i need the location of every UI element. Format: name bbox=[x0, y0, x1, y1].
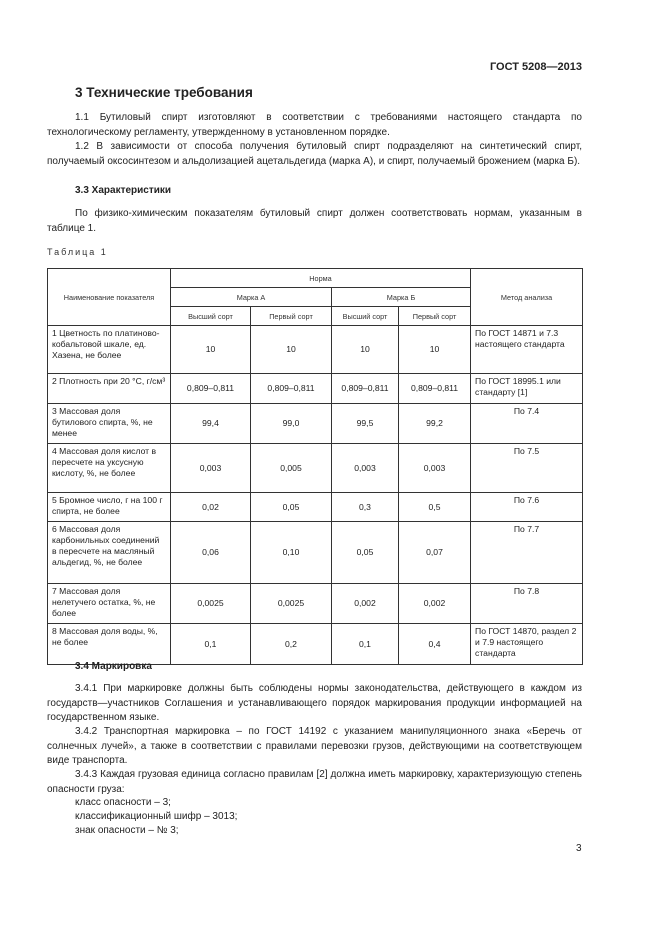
cell-name: 3 Массовая доля бутилового спирта, %, не менее bbox=[48, 404, 171, 444]
cell-b1: 99,5 bbox=[332, 404, 399, 444]
header-method: Метод анализа bbox=[471, 269, 583, 326]
cell-a2: 10 bbox=[251, 326, 332, 374]
cell-a1: 0,02 bbox=[171, 493, 251, 522]
cell-a1: 0,1 bbox=[171, 624, 251, 665]
cell-a2: 0,0025 bbox=[251, 584, 332, 624]
cell-b1: 0,1 bbox=[332, 624, 399, 665]
cell-a2: 0,005 bbox=[251, 444, 332, 493]
cell-b2: 0,5 bbox=[399, 493, 471, 522]
cell-b2: 0,809–0,811 bbox=[399, 374, 471, 404]
cell-a2: 0,10 bbox=[251, 522, 332, 584]
cell-a1: 0,809–0,811 bbox=[171, 374, 251, 404]
header-mark-a: Марка А bbox=[171, 288, 332, 307]
cell-b1: 0,809–0,811 bbox=[332, 374, 399, 404]
cell-b1: 0,3 bbox=[332, 493, 399, 522]
document-id: ГОСТ 5208—2013 bbox=[489, 61, 582, 73]
table-row bbox=[48, 522, 583, 584]
cell-method: По 7.4 bbox=[471, 404, 583, 444]
cell-a1: 10 bbox=[171, 326, 251, 374]
cell-a2: 0,05 bbox=[251, 493, 332, 522]
paragraph-3-4-1: 3.4.1 При маркировке должны быть соблюдены нормы законодательства, действующего в каждом из государств—участников Соглашения и устанавливающего порядок маркирования продукции информацией на государственном языке. bbox=[47, 683, 582, 723]
section-title: 3 Технические требования bbox=[75, 85, 253, 100]
header-name: Наименование показателя bbox=[48, 269, 171, 326]
list-item: знак опасности – № 3; bbox=[75, 825, 179, 836]
cell-name: 2 Плотность при 20 °С, г/см³ bbox=[48, 374, 171, 404]
specifications-table bbox=[47, 268, 583, 665]
header-norm: Норма bbox=[171, 269, 471, 288]
cell-b2: 0,003 bbox=[399, 444, 471, 493]
cell-method: По 7.7 bbox=[471, 522, 583, 584]
table-row bbox=[48, 374, 583, 404]
table-row bbox=[48, 624, 583, 665]
table-row bbox=[48, 493, 583, 522]
cell-b2: 0,07 bbox=[399, 522, 471, 584]
table-caption: Таблица 1 bbox=[47, 247, 108, 257]
header-a-top: Высший сорт bbox=[171, 307, 251, 326]
cell-a1: 0,003 bbox=[171, 444, 251, 493]
header-b-top: Высший сорт bbox=[332, 307, 399, 326]
cell-method: По 7.8 bbox=[471, 584, 583, 624]
cell-b1: 0,002 bbox=[332, 584, 399, 624]
cell-a2: 99,0 bbox=[251, 404, 332, 444]
list-item: классификационный шифр – 3013; bbox=[75, 811, 238, 822]
cell-method: По 7.5 bbox=[471, 444, 583, 493]
cell-name: 1 Цветность по платиново-кобальтовой шкале, ед. Хазена, не более bbox=[48, 326, 171, 374]
paragraph-1-2: 1.2 В зависимости от способа получения бутиловый спирт подразделяют на синтетический спирт, получаемый оксосинтезом и альдолизацией ацетальдегида (марка А), и спирт, получаемый брожением (марка Б). bbox=[47, 141, 582, 167]
cell-a2: 0,2 bbox=[251, 624, 332, 665]
table-row bbox=[48, 444, 583, 493]
header-a-first: Первый сорт bbox=[251, 307, 332, 326]
subsection-title-marking: 3.4 Маркировка bbox=[75, 661, 152, 672]
cell-name: 4 Массовая доля кислот в пересчете на уксусную кислоту, %, не более bbox=[48, 444, 171, 493]
header-b-first: Первый сорт bbox=[399, 307, 471, 326]
cell-name: 8 Массовая доля воды, %, не более bbox=[48, 624, 171, 665]
cell-b2: 0,002 bbox=[399, 584, 471, 624]
paragraph-3-4-2: 3.4.2 Транспортная маркировка – по ГОСТ 14192 с указанием манипуляционного знака «Беречь от солнечных лучей», а также в соответствии с правилами перевозки грузов, действующими на соответствующем виде транспорта. bbox=[47, 726, 582, 766]
cell-b1: 0,003 bbox=[332, 444, 399, 493]
page-number: 3 bbox=[576, 843, 582, 854]
table-row bbox=[48, 584, 583, 624]
cell-a1: 0,06 bbox=[171, 522, 251, 584]
table-row bbox=[48, 326, 583, 374]
cell-name: 7 Массовая доля нелетучего остатка, %, не более bbox=[48, 584, 171, 624]
paragraph-3-3: По физико-химическим показателям бутиловый спирт должен соответствовать нормам, указанным в таблице 1. bbox=[47, 208, 582, 234]
subsection-title-characteristics: 3.3 Характеристики bbox=[75, 185, 172, 196]
header-mark-b: Марка Б bbox=[332, 288, 471, 307]
cell-name: 6 Массовая доля карбонильных соединений в пересчете на масляный альдегид, %, не более bbox=[48, 522, 171, 584]
cell-a1: 0,0025 bbox=[171, 584, 251, 624]
cell-method: По ГОСТ 18995.1 или стандарту [1] bbox=[471, 374, 583, 404]
cell-method: По 7.6 bbox=[471, 493, 583, 522]
cell-name: 5 Бромное число, г на 100 г спирта, не более bbox=[48, 493, 171, 522]
cell-b1: 0,05 bbox=[332, 522, 399, 584]
table-row bbox=[48, 404, 583, 444]
cell-a1: 99,4 bbox=[171, 404, 251, 444]
cell-method: По ГОСТ 14870, раздел 2 и 7.9 настоящего стандарта bbox=[471, 624, 583, 665]
paragraph-3-4-3: 3.4.3 Каждая грузовая единица согласно правилам [2] должна иметь маркировку, характеризующую степень опасности груза: bbox=[47, 769, 582, 795]
cell-b2: 99,2 bbox=[399, 404, 471, 444]
paragraph-1-1: 1.1 Бутиловый спирт изготовляют в соответствии с требованиями настоящего стандарта по технологическому регламенту, утвержденному в установленном порядке. bbox=[47, 112, 582, 138]
cell-method: По ГОСТ 14871 и 7.3 настоящего стандарта bbox=[471, 326, 583, 374]
list-item: класс опасности – 3; bbox=[75, 797, 171, 808]
cell-b2: 0,4 bbox=[399, 624, 471, 665]
cell-b2: 10 bbox=[399, 326, 471, 374]
cell-b1: 10 bbox=[332, 326, 399, 374]
cell-a2: 0,809–0,811 bbox=[251, 374, 332, 404]
